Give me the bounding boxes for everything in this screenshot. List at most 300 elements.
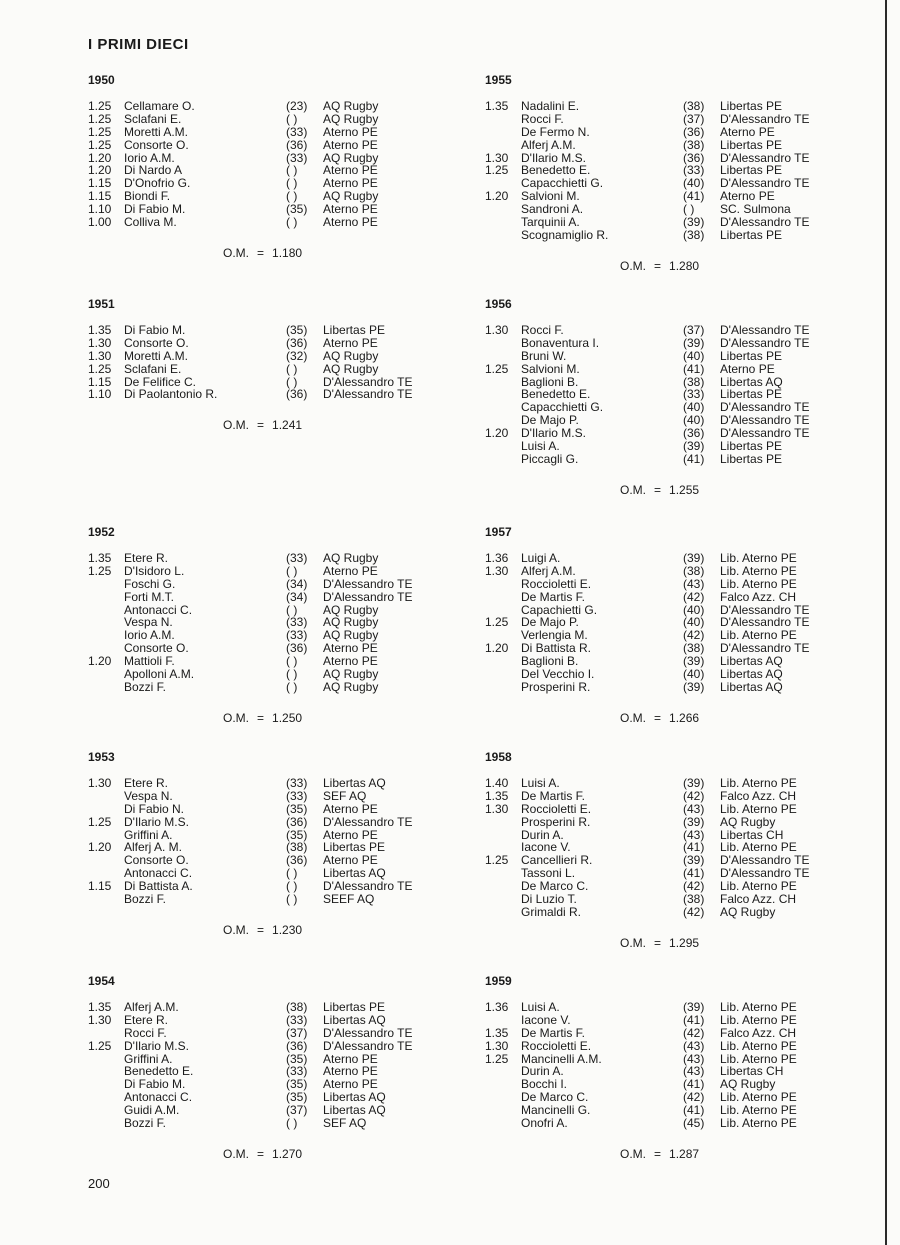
athlete-year: (39) [683,814,705,829]
athlete-year: (36) [286,137,308,152]
athlete-team: D'Alessandro TE [720,866,810,881]
measure: 1.15 [88,374,112,389]
athlete-team: AQ Rugby [323,679,379,694]
athlete-year: ( ) [286,866,298,881]
page-number: 200 [88,1176,110,1191]
athlete-team: D'Alessandro TE [323,1025,413,1040]
measure: 1.20 [88,840,112,855]
athlete-year: (39) [683,335,705,350]
athlete-name: Rocci F. [521,111,564,126]
athlete-year: (40) [683,348,705,363]
athlete-name: Del Vecchio I. [521,667,595,682]
athlete-year: (33) [683,387,705,402]
athlete-name: De Martis F. [521,589,586,604]
om-value: 1.250 [272,710,303,725]
athlete-row [88,324,433,337]
athlete-year: (35) [286,801,308,816]
measure: 1.30 [485,323,509,337]
measure: 1.25 [485,1051,509,1066]
athlete-year: (36) [683,150,705,165]
athlete-name: Consorte O. [124,853,189,868]
athlete-row [485,1001,830,1014]
year-heading: 1950 [88,73,115,87]
athlete-row [88,893,433,906]
measure: 1.25 [88,99,112,113]
measure: 1.20 [485,641,509,656]
athlete-name: Sandroni A. [521,202,584,217]
athlete-year: (43) [683,1038,705,1053]
athlete-name: Alferj A. M. [124,840,183,855]
athlete-year: (36) [683,124,705,139]
athlete-name: Di Paolantonio R. [124,387,218,402]
athlete-name: Alferj A.M. [124,1000,179,1014]
athlete-row [485,324,830,337]
athlete-name: Durin A. [521,1064,564,1079]
athlete-year: (39) [683,853,705,868]
athlete-year: (41) [683,189,705,204]
measure: 1.36 [485,1000,509,1014]
athlete-name: Consorte O. [124,641,189,656]
athlete-row [88,777,433,790]
athlete-row [485,229,830,242]
athlete-team: Libertas CH [720,1064,784,1079]
athlete-row [485,363,830,376]
athlete-list [88,1001,433,1130]
athlete-row [485,440,830,453]
athlete-team: Aterno PE [323,654,378,669]
athlete-team: Lib. Aterno PE [720,776,797,790]
athlete-row [88,1040,433,1053]
athlete-team: Aterno PE [720,361,775,376]
om-label: O.M. [620,482,646,497]
athlete-year: (23) [286,99,308,113]
year-heading: 1953 [88,750,115,764]
athlete-year: (37) [683,323,705,337]
athlete-team: Aterno PE [323,176,378,191]
om-value: 1.270 [272,1146,303,1161]
athlete-team: AQ Rugby [323,348,379,363]
athlete-year: (42) [683,1025,705,1040]
om-equals: = [654,1146,662,1161]
om-equals: = [257,418,265,433]
athlete-team: D'Alessandro TE [323,814,413,829]
athlete-year: (42) [683,788,705,803]
athlete-team: AQ Rugby [323,189,379,204]
athlete-name: De Martis F. [521,788,586,803]
year-block-1955 [485,72,830,273]
year-heading: 1956 [485,297,512,311]
athlete-name: Bonaventura I. [521,335,600,350]
measure: 1.35 [88,1000,112,1014]
athlete-year: (40) [683,667,705,682]
athlete-name: Scognamiglio R. [521,227,609,242]
athlete-row [88,350,433,363]
athlete-team: D'Alessandro TE [720,602,810,617]
athlete-name: Di Fabio M. [124,323,186,337]
athlete-year: (35) [286,202,308,217]
om-equals: = [257,245,265,260]
athlete-year: (43) [683,801,705,816]
athlete-team: D'Alessandro TE [720,413,810,428]
athlete-team: D'Alessandro TE [720,323,810,337]
athlete-team: Libertas PE [323,1000,386,1014]
athlete-team: Libertas PE [720,227,783,242]
athlete-year: ( ) [286,654,298,669]
athlete-name: Piccagli G. [521,451,579,466]
athlete-name: Griffini A. [124,827,173,842]
athlete-name: De Marco C. [521,879,589,894]
athlete-team: D'Alessandro TE [720,615,810,630]
athlete-year: (38) [683,641,705,656]
athlete-name: Consorte O. [124,335,189,350]
year-block-1957 [485,524,830,725]
om-value: 1.230 [272,922,303,937]
athlete-name: Rocci F. [124,1025,167,1040]
athlete-name: Antonacci C. [124,602,193,617]
athlete-team: Aterno PE [323,853,378,868]
athlete-row [88,668,433,681]
measure: 1.25 [88,361,112,376]
athlete-row [88,1117,433,1130]
athlete-row [88,1027,433,1040]
year-block-1956 [485,296,830,497]
athlete-team: AQ Rugby [323,615,379,630]
athlete-name: Griffini A. [124,1051,173,1066]
athlete-row [88,1001,433,1014]
athlete-name: D'Ilario M.S. [521,426,586,441]
athlete-row [485,337,830,350]
measure: 1.15 [88,189,112,204]
athlete-team: Lib. Aterno PE [720,576,797,591]
athlete-team: Libertas PE [720,439,783,454]
om-equals: = [257,1146,265,1161]
om-line [485,1147,830,1161]
athlete-team: SEEF AQ [323,892,375,907]
athlete-name: Tarquinii A. [521,215,580,230]
athlete-name: D'Ilario M.S. [124,1038,189,1053]
athlete-team: Libertas PE [720,451,783,466]
om-line [485,936,830,950]
athlete-list [88,324,433,401]
athlete-team: D'Alessandro TE [323,387,413,402]
om-value: 1.287 [669,1146,700,1161]
athlete-name: Mancinelli G. [521,1103,591,1118]
athlete-name: Bruni W. [521,348,567,363]
athlete-list [88,552,433,694]
athlete-name: Bocchi I. [521,1077,568,1092]
athlete-year: (39) [683,1000,705,1014]
om-label: O.M. [223,418,249,433]
athlete-year: (45) [683,1116,705,1131]
athlete-team: Lib. Aterno PE [720,840,797,855]
athlete-year: (38) [683,137,705,152]
athlete-row [485,681,830,694]
athlete-row [88,681,433,694]
athlete-year: ( ) [286,879,298,894]
athlete-name: Guidi A.M. [124,1103,180,1118]
om-line [485,259,830,273]
athlete-name: Di Nardo A [124,163,183,178]
athlete-team: Libertas PE [720,137,783,152]
athlete-name: Di Battista R. [521,641,592,656]
athlete-name: Nadalini E. [521,99,580,113]
athlete-name: Vespa N. [124,788,173,803]
athlete-year: (33) [286,776,308,790]
athlete-name: Tassoni L. [521,866,576,881]
measure: 1.15 [88,176,112,191]
athlete-team: Libertas AQ [720,654,783,669]
year-heading: 1958 [485,750,512,764]
athlete-team: D'Alessandro TE [323,374,413,389]
athlete-team: Libertas AQ [720,679,783,694]
measure: 1.00 [88,215,112,230]
athlete-name: Salvioni M. [521,189,580,204]
athlete-name: Luisi A. [521,439,560,454]
athlete-year: (41) [683,1077,705,1092]
om-line [88,246,433,260]
athlete-name: Verlengia M. [521,628,588,643]
athlete-team: Libertas PE [720,348,783,363]
athlete-name: Moretti A.M. [124,124,189,139]
athlete-year: (33) [286,150,308,165]
athlete-row [485,350,830,363]
athlete-year: (42) [683,589,705,604]
athlete-year: (36) [683,426,705,441]
athlete-year: (40) [683,413,705,428]
athlete-row [485,893,830,906]
athlete-year: (33) [286,1064,308,1079]
athlete-team: Libertas AQ [323,776,386,790]
measure: 1.35 [485,788,509,803]
athlete-team: D'Alessandro TE [720,426,810,441]
athlete-team: Aterno PE [323,563,378,578]
om-label: O.M. [223,1146,249,1161]
athlete-name: Etere R. [124,551,169,565]
athlete-name: Iorio A.M. [124,150,175,165]
measure: 1.30 [485,801,509,816]
athlete-name: Luisi A. [521,1000,560,1014]
athlete-team: Aterno PE [323,1051,378,1066]
athlete-team: SC. Sulmona [720,202,791,217]
athlete-year: (33) [286,124,308,139]
athlete-year: (40) [683,602,705,617]
year-heading: 1952 [88,525,115,539]
athlete-team: Lib. Aterno PE [720,551,797,565]
athlete-year: (37) [683,111,705,126]
measure: 1.25 [88,137,112,152]
athlete-year: (38) [286,840,308,855]
athlete-team: D'Alessandro TE [323,576,413,591]
measure: 1.25 [88,124,112,139]
athlete-year: (34) [286,589,308,604]
athlete-team: Aterno PE [323,1064,378,1079]
athlete-row [485,1117,830,1130]
athlete-list [485,777,830,919]
athlete-year: ( ) [286,361,298,376]
athlete-name: Cellamare O. [124,99,195,113]
athlete-row [88,388,433,401]
athlete-year: (42) [683,1090,705,1105]
measure: 1.20 [88,163,112,178]
athlete-row [88,816,433,829]
athlete-name: Bozzi F. [124,1116,167,1131]
athlete-row [88,565,433,578]
athlete-team: D'Alessandro TE [720,215,810,230]
athlete-name: Sclafani E. [124,361,182,376]
athlete-name: Iacone V. [521,1012,571,1027]
year-block-1952 [88,524,433,725]
year-block-1954 [88,973,433,1161]
measure: 1.36 [485,551,509,565]
athlete-year: ( ) [286,667,298,682]
athlete-year: (38) [683,374,705,389]
om-value: 1.280 [669,258,700,273]
measure: 1.25 [88,814,112,829]
athlete-name: Benedetto E. [521,163,591,178]
athlete-year: (43) [683,576,705,591]
athlete-year: (41) [683,866,705,881]
athlete-year: (35) [286,1090,308,1105]
athlete-year: ( ) [286,215,298,230]
athlete-name: Colliva M. [124,215,177,230]
athlete-row [485,1027,830,1040]
athlete-year: (33) [286,615,308,630]
year-block-1951 [88,296,433,432]
athlete-list [88,100,433,229]
athlete-year: (35) [286,827,308,842]
year-block-1953 [88,749,433,937]
athlete-name: Baglioni B. [521,654,579,669]
athlete-team: AQ Rugby [323,361,379,376]
measure: 1.10 [88,387,112,402]
athlete-name: Etere R. [124,1012,169,1027]
athlete-name: Vespa N. [124,615,173,630]
measure: 1.30 [485,1038,509,1053]
athlete-row [485,126,830,139]
om-value: 1.255 [669,482,700,497]
page-title: I PRIMI DIECI [88,36,189,53]
athlete-team: Libertas PE [720,163,783,178]
athlete-row [88,126,433,139]
athlete-team: Falco Azz. CH [720,788,797,803]
om-label: O.M. [620,710,646,725]
measure: 1.35 [88,551,112,565]
athlete-year: (41) [683,840,705,855]
athlete-name: Sclafani E. [124,111,182,126]
om-label: O.M. [223,922,249,937]
athlete-year: (41) [683,1012,705,1027]
om-label: O.M. [620,935,646,950]
page-edge-line [885,0,887,1245]
athlete-list [485,324,830,466]
athlete-name: Mattioli F. [124,654,175,669]
measure: 1.35 [485,99,509,113]
athlete-year: (36) [286,641,308,656]
athlete-list [485,552,830,694]
athlete-year: (36) [286,387,308,402]
athlete-team: AQ Rugby [323,150,379,165]
athlete-year: (38) [286,1000,308,1014]
athlete-year: (38) [683,892,705,907]
athlete-year: (39) [683,776,705,790]
athlete-year: (43) [683,1051,705,1066]
athlete-name: D'Ilario M.S. [124,814,189,829]
athlete-team: D'Alessandro TE [720,335,810,350]
athlete-name: Baglioni B. [521,374,579,389]
athlete-team: Aterno PE [323,202,378,217]
athlete-name: Iorio A.M. [124,628,175,643]
athlete-team: Lib. Aterno PE [720,1090,797,1105]
athlete-team: Libertas AQ [720,374,783,389]
om-label: O.M. [223,710,249,725]
athlete-name: Bozzi F. [124,679,167,694]
om-value: 1.266 [669,710,700,725]
athlete-list [88,777,433,906]
year-block-1950 [88,72,433,260]
athlete-team: AQ Rugby [720,1077,776,1092]
athlete-year: (42) [683,628,705,643]
athlete-team: Aterno PE [323,215,378,230]
athlete-name: Luisi A. [521,776,560,790]
athlete-row [88,113,433,126]
athlete-team: AQ Rugby [323,111,379,126]
athlete-year: (39) [683,215,705,230]
athlete-name: Biondi F. [124,189,171,204]
athlete-name: Alferj A.M. [521,563,576,578]
athlete-team: D'Alessandro TE [323,589,413,604]
athlete-team: Aterno PE [323,137,378,152]
athlete-team: Lib. Aterno PE [720,1000,797,1014]
athlete-row [88,1014,433,1027]
athlete-row [485,565,830,578]
athlete-name: Roccioletti E. [521,1038,592,1053]
year-heading: 1957 [485,525,512,539]
athlete-year: (41) [683,451,705,466]
athlete-team: AQ Rugby [323,628,379,643]
athlete-row [88,100,433,113]
athlete-name: Roccioletti E. [521,576,592,591]
athlete-name: Moretti A.M. [124,348,189,363]
athlete-team: AQ Rugby [720,904,776,919]
year-heading: 1959 [485,974,512,988]
athlete-name: Rocci F. [521,323,564,337]
athlete-team: AQ Rugby [323,99,379,113]
athlete-team: D'Alessandro TE [720,641,810,656]
athlete-team: Lib. Aterno PE [720,1012,797,1027]
athlete-team: Libertas PE [323,840,386,855]
athlete-year: (33) [286,628,308,643]
measure: 1.30 [88,776,112,790]
om-equals: = [654,258,662,273]
athlete-list [485,100,830,242]
athlete-year: ( ) [286,374,298,389]
measure: 1.15 [88,879,112,894]
om-value: 1.295 [669,935,700,950]
athlete-team: SEF AQ [323,1116,367,1131]
year-block-1959 [485,973,830,1161]
year-heading: 1954 [88,974,115,988]
athlete-year: (34) [286,576,308,591]
athlete-name: Capacchietti G. [521,176,604,191]
athlete-name: Alferj A.M. [521,137,576,152]
athlete-row [485,777,830,790]
athlete-name: Antonacci C. [124,1090,193,1105]
year-heading: 1951 [88,297,115,311]
athlete-year: (42) [683,879,705,894]
athlete-row [88,337,433,350]
measure: 1.30 [485,563,509,578]
athlete-year: (33) [286,1012,308,1027]
